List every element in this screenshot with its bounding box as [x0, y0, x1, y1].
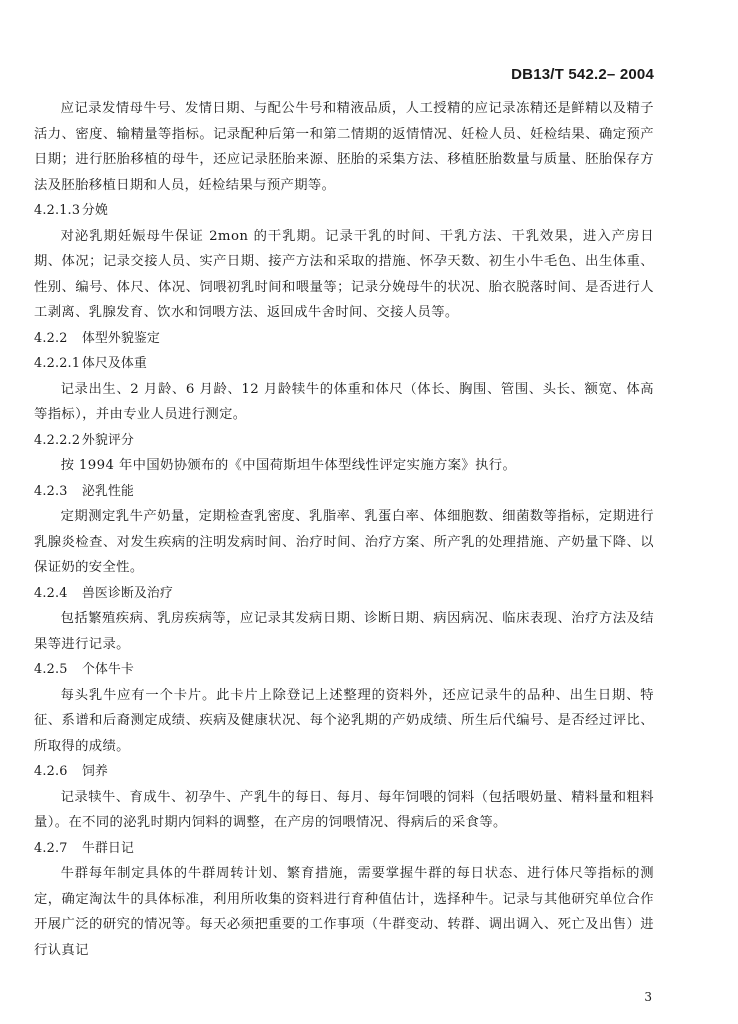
heading-4-2-4	[34, 581, 654, 607]
section-number: 4.2.4	[34, 585, 68, 601]
heading-4-2-1-3	[34, 198, 654, 224]
section-number: 4.2.1.3	[34, 203, 81, 218]
heading-4-2-2-1	[34, 351, 654, 377]
document-body	[34, 96, 654, 963]
section-title: 牛群日记	[82, 840, 134, 856]
heading-4-2-2	[34, 326, 654, 352]
section-number: 4.2.2.1	[34, 356, 81, 371]
section-title: 个体牛卡	[82, 662, 134, 677]
paragraph-feeding: 记录犊牛、育成牛、初孕牛、产乳牛的每日、每月、每年饲喂的饲料（包括喂奶量、精料量和粗料量）。在不同的泌乳时期内饲料的调整，在产房的饲喂情况、得病后的采食等。	[34, 789, 654, 830]
section-title: 体型外貌鉴定	[82, 330, 160, 346]
section-title: 饲养	[82, 764, 108, 779]
heading-4-2-2-2	[34, 428, 654, 454]
paragraph-veterinary: 包括繁殖疾病、乳房疾病等，应记录其发病日期、诊断日期、病因病况、临床表现、治疗方法及结果等进行记录。	[34, 611, 654, 652]
paragraph-lactation-performance: 定期测定乳牛产奶量，定期检查乳密度、乳脂率、乳蛋白率、体细胞数、细菌数等指标，定期进行乳腺炎检查、对发生疾病的注明发病时间、治疗时间、治疗方案、所产乳的处理措施、产奶量下降、以保证奶的安全性。	[34, 509, 654, 575]
heading-4-2-6	[34, 759, 654, 785]
heading-4-2-5	[34, 657, 654, 683]
section-title: 分娩	[82, 203, 108, 218]
section-number: 4.2.2	[34, 330, 68, 346]
section-number: 4.2.6	[34, 764, 68, 779]
section-title: 体尺及体重	[82, 356, 147, 371]
paragraph-appearance-scoring: 按 1994 年中国奶协颁布的《中国荷斯坦牛体型线性评定实施方案》执行。	[60, 458, 517, 473]
paragraph-herd-diary: 牛群每年制定具体的牛群周转计划、繁育措施，需要掌握牛群的每日状态、进行体尺等指标的测定，确定淘汰牛的具体标准，利用所收集的资料进行育种值估计，选择种牛。记录与其他研究单位合作开展广泛的研究的情况等。每天必须把重要的工作事项（牛群变动、转群、调出调入、死亡及出售）进行认真记	[34, 866, 654, 958]
paragraph-individual-card: 每头乳牛应有一个卡片。此卡片上除登记上述整理的资料外，还应记录牛的品种、出生日期、特征、系谱和后裔测定成绩、疾病及健康状况、每个泌乳期的产奶成绩、所生后代编号、是否经过评比、所取得的成绩。	[34, 687, 654, 754]
heading-4-2-3	[34, 479, 654, 505]
page-number: 3	[644, 990, 652, 1004]
standard-code: DB13/T 542.2– 2004	[511, 66, 654, 83]
section-title: 外貌评分	[82, 432, 134, 448]
section-title: 兽医诊断及治疗	[82, 585, 173, 601]
section-title: 泌乳性能	[82, 483, 134, 499]
section-number: 4.2.2.2	[34, 432, 81, 448]
section-number: 4.2.7	[34, 840, 68, 856]
paragraph-calving: 对泌乳期妊娠母牛保证 2mon 的干乳期。记录干乳的时间、干乳方法、干乳效果，进入产房日期、体况；记录交接人员、实产日期、接产方法和采取的措施、怀孕天数、初生小牛毛色、出生体重、性别、编号、体尺、体况、饲喂初乳时间和喂量等；记录分娩母牛的状况、胎衣脱落时间、是否进行人工剥离、乳腺发育、饮水和饲喂方法、返回成牛舍时间、交接人员等。	[34, 228, 654, 320]
paragraph-breeding-records: 应记录发情母牛号、发情日期、与配公牛号和精液品质，人工授精的应记录冻精还是鲜精以及精子活力、密度、输精量等指标。记录配种后第一和第二情期的返情情况、妊检人员、妊检结果、确定预产日期；进行胚胎移植的母牛，还应记录胚胎来源、胚胎的采集方法、移植胚胎数量与质量、胚胎保存方法及胚胎移植日期和人员，妊检结果与预产期等。	[34, 101, 654, 193]
section-number: 4.2.5	[34, 662, 68, 677]
heading-4-2-7	[34, 836, 654, 862]
paragraph-body-size-weight: 记录出生、2 月龄、6 月龄、12 月龄犊牛的体重和体尺（体长、胸围、管围、头长、额宽、体高等指标），并由专业人员进行测定。	[34, 381, 654, 422]
section-number: 4.2.3	[34, 483, 68, 499]
